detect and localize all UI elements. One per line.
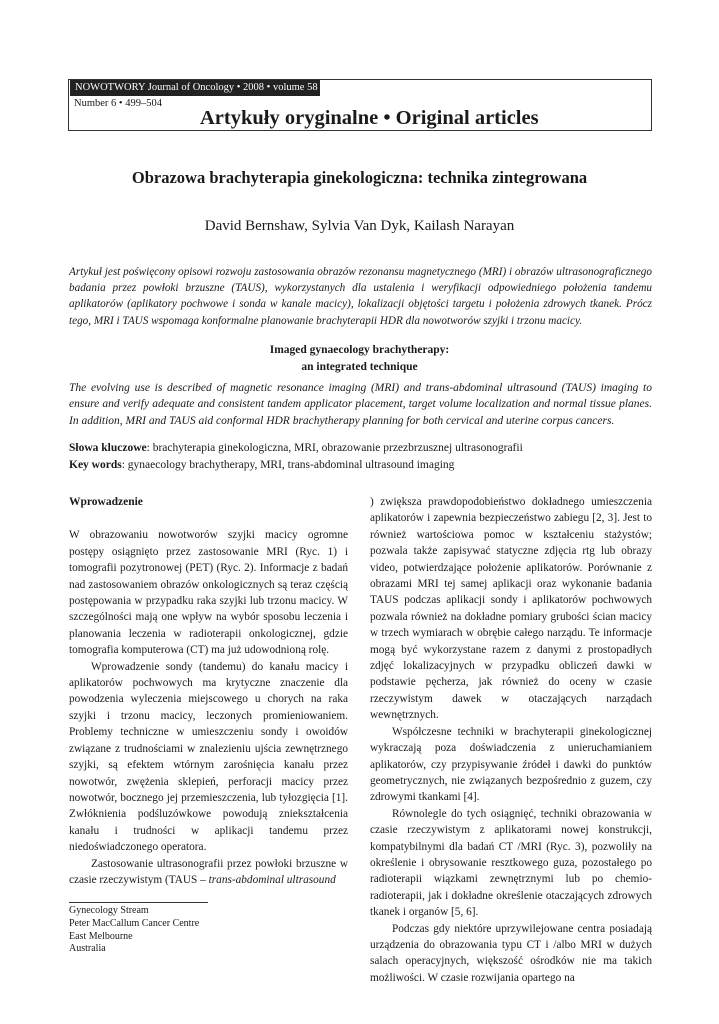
journal-banner: NOWOTWORY Journal of Oncology • 2008 • volume 58 [70, 80, 320, 96]
keywords-polish-label: Słowa kluczowe [69, 442, 147, 454]
keywords-english-text: : gynaecology brachytherapy, MRI, trans-abdominal ultrasound imaging [121, 459, 455, 471]
paragraph-3-continued: ) zwiększa prawdopodobieństwo dokładnego umieszczenia aplikatorów i zapewnia bezpieczeństwo zabiegu [2, 3]. Jest to również wartościowa pomoc w kształceniu stażystów; pozwala także zapisywać statyczne zdjęcia rtg lub obrazy video, potwierdzające położenie aplikatorów. Porównanie z obrazami MRI tej samej aplikacji oraz wykonanie badania TAUS podczas aplikacji sondy i aplikatorów pochwowych pozwala również na dokładne pomiary grubości ścian macicy w trzech wymiarach w obrębie całego narządu. Te informacje mogą być wykorzystane razem z danymi z prostopadłych zdjęć lokalizacyjnych w przypadku obliczeń dawki w podstawie pęcherza, jak również do oceny w czasie rzeczywistym dawek w otaczających narządach wewnętrznych. [370, 496, 652, 722]
section-title: Artykuły oryginalne • Original articles [200, 107, 539, 129]
abstract-english: The evolving use is described of magnetic resonance imaging (MRI) and trans-abdominal ultrasound (TAUS) imaging to ensure and verify adequate and consistent tandem applicator placement, target volume localization and normal tissue planes. In addition, MRI and TAUS aid conformal HDR brachytherapy planning for both cervical and uterine corpus cancers. [69, 382, 652, 427]
english-title-line-2: an integrated technique [301, 360, 418, 373]
article-authors: David Bernshaw, Sylvia Van Dyk, Kailash Narayan [204, 218, 515, 234]
paragraph-2: Wprowadzenie sondy (tandemu) do kanału macicy i aplikatorów pochwowych ma krytyczne znaczenie dla powodzenia wyleczenia miejscowego u chorych na raka szyjki i trzonu macicy, leczonych promieniowaniem. Problemy techniczne w umieszczeniu sondy i owoidów związane z trudnościami w znalezieniu ujścia zewnętrznego szyjki, są efektem wtórnym zarośnięcia kanału przez nowotwór, zwężenia sklepień, perforacji macicy przez nowotwór, bocznego jej przemieszczenia, lub tyłozgięcia [1]. Zwłóknienia podśluzówkowe powodują zniekształcenia kanału i trudności w aplikacji tandemu przez niedoświadczonego operatora. [69, 660, 348, 854]
author-affiliation [69, 905, 199, 956]
keywords-english [69, 457, 659, 474]
affiliation-line-3: East Melbourne [69, 930, 133, 942]
article-title: Obrazowa brachyterapia ginekologiczna: technika zintegrowana [131, 168, 588, 187]
taus-term: trans-abdominal ultrasound [208, 873, 336, 886]
paragraph-1: W obrazowaniu nowotworów szyjki macicy ogromne postępy osiągnięto przez zastosowanie MRI (Ryc. 1) i tomografii pozytronowej (PET) (Ryc. 2). Informacje z badań nad zastosowaniem obrazów onkologicznych są teraz częścią postępowania w przypadku raka szyjki lub trzonu macicy. W szczególności mają one wpływ na wybór sposobu leczenia i planowania leczenia w radioterapii onkologicznej, gdzie tomografia komputerowa (CT) ma już udowodnioną rolę. [69, 529, 348, 657]
keywords-polish-text: : brachyterapia ginekologiczna, MRI, obrazowanie przezbrzusznej ultrasonografii [146, 442, 523, 454]
issue-number: Number 6 • 499–504 [74, 98, 162, 109]
affiliation-line-1: Gynecology Stream [69, 905, 149, 916]
section-heading-introduction: Wprowadzenie [69, 496, 143, 508]
body-column-right [370, 494, 652, 986]
footnote-divider [69, 902, 208, 903]
paragraph-3 [69, 856, 348, 889]
affiliation-line-4: Australia [69, 943, 106, 955]
paragraph-4: Współczesne techniki w brachyterapii ginekologicznej wykraczają poza doświadczenia z unieruchamianiem aplikatorów, czy przypisywanie źródeł i dawki do punktów geometrycznych, nie związanych bezpośrednio z guzem, czy zdrowymi tkankami [4]. [370, 725, 652, 804]
abstract-polish: Artykuł jest poświęcony opisowi rozwoju zastosowania obrazów rezonansu magnetycznego (MRI) i obrazów ultrasonograficznego badania przez powłoki brzuszne (TAUS), wykorzystanych dla ustalenia i weryfikacji odpowiedniego położenia tandemu aplikatorów (aplikatory pochwowe i sonda w kanale macicy), lokalizacji objętości targetu i położenia zdrowych tkanek. Prócz tego, MRI i TAUS wspomaga konformalne planowanie brachyterapii HDR dla nowotworów szyjki i trzonu macicy. [69, 266, 652, 327]
english-title-line-1: Imaged gynaecology brachytherapy: [269, 344, 450, 356]
body-column-left [69, 494, 348, 888]
keywords-english-label: Key words [69, 459, 122, 471]
affiliation-line-2: Peter MacCallum Cancer Centre [69, 917, 200, 929]
keywords-block [69, 440, 659, 474]
paragraph-6: Podczas gdy niektóre uprzywilejowane centra posiadają urządzenia do obrazowania typu CT i /albo MRI w dużych salach operacyjnych, większość ośrodków nie ma takich możliwości. W czasie rozwijania opartego na [370, 922, 652, 984]
paragraph-3-start: Zastosowanie ultrasonografii przez powłoki brzuszne w czasie rzeczywistym (TAUS – [69, 857, 348, 886]
keywords-polish [69, 440, 659, 457]
english-title [0, 342, 719, 375]
paragraph-5: Równolegle do tych osiągnięć, techniki obrazowania w czasie rzeczywistym z aplikatorami nowej konstrukcji, kompatybilnymi dla badań CT /MRI (Ryc. 3), pozwoliły na określenie i obrysowanie resztkowego guza, pozostałego po radioterapii wiązkami zewnętrznymi lub po chemio-radioterapii, jak i dokładne określenie otaczających zdrowych tkanek i organów [5, 6]. [370, 807, 652, 919]
